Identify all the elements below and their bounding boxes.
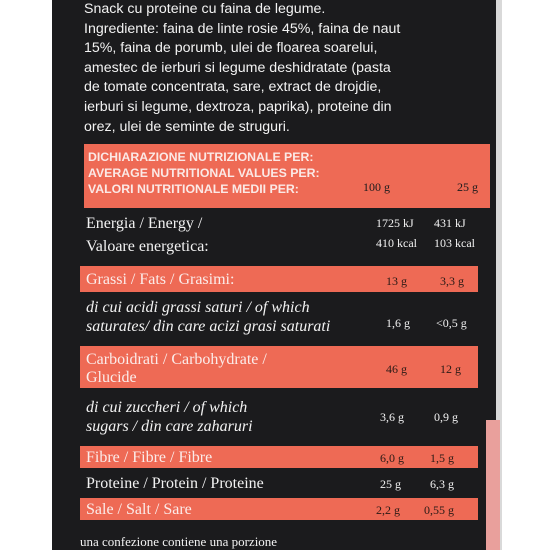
value-25g: <0,5 g xyxy=(436,316,467,330)
value-25g: 1,5 g xyxy=(430,451,454,465)
value-25g: 0,9 g xyxy=(434,410,458,424)
row-label: di cui zuccheri / of which xyxy=(86,399,248,416)
row-label-line2: Glucide xyxy=(86,369,137,386)
row-energy-kcal xyxy=(80,234,478,258)
row-label: Proteine / Protein / Proteine xyxy=(86,475,264,492)
row-salt xyxy=(80,498,478,520)
value-25g: 431 kJ xyxy=(434,216,466,230)
row-label: di cui acidi grassi saturi / of which xyxy=(86,299,310,316)
nutrition-header xyxy=(84,144,490,208)
row-label-line2: sugars / din care zaharuri xyxy=(86,418,253,435)
value-25g: 6,3 g xyxy=(430,477,454,491)
value-100g: 1,6 g xyxy=(386,316,410,330)
row-sugars xyxy=(80,396,478,438)
ingredients-text: Snack cu proteine cu faina de legume. Ingrediente: faina de linte rosie 45%, faina de naut 15%, faina de porumb, ulei de floarea soarelui, amestec de ierburi si legume deshidratate (pasta de tomate concentrata, sare, extract de drojdie, ierburi si legume, dextroza, paprika), proteine din orez, ulei de seminte de struguri. xyxy=(84,1,401,135)
package-stripe xyxy=(486,420,500,550)
value-100g: 25 g xyxy=(380,477,401,491)
row-label: Grassi / Fats / Grasimi: xyxy=(86,271,235,288)
value-100g: 1725 kJ xyxy=(376,216,414,230)
row-label: Fibre / Fibre / Fibre xyxy=(86,449,213,466)
row-label: Carboidrati / Carbohydrate / xyxy=(86,351,267,368)
header-line-en: AVERAGE NUTRITIONAL VALUES PER: xyxy=(88,166,320,180)
value-100g: 13 g xyxy=(386,274,407,288)
value-25g: 3,3 g xyxy=(440,274,464,288)
row-fats xyxy=(80,266,478,292)
row-label: Valoare energetica: xyxy=(86,238,209,255)
portion-note: una confezione contiene una porzione xyxy=(80,534,278,549)
header-col-25g: 25 g xyxy=(457,180,478,194)
row-label: Sale / Salt / Sare xyxy=(86,501,192,518)
value-25g: 0,55 g xyxy=(424,503,454,517)
row-energy-kj xyxy=(80,212,478,234)
row-carbohydrates xyxy=(80,346,478,388)
row-fibre xyxy=(80,446,478,468)
header-col-100g: 100 g xyxy=(363,180,390,194)
value-100g: 3,6 g xyxy=(380,410,404,424)
value-100g: 2,2 g xyxy=(376,503,400,517)
row-saturates xyxy=(80,298,478,338)
value-100g: 46 g xyxy=(386,362,407,376)
row-protein xyxy=(80,472,478,494)
row-label-line2: saturates/ din care acizi grasi saturati xyxy=(86,318,331,335)
value-100g: 410 kcal xyxy=(376,236,417,250)
row-label: Energia / Energy / xyxy=(86,215,203,232)
value-25g: 12 g xyxy=(440,362,461,376)
value-25g: 103 kcal xyxy=(434,236,475,250)
header-line-ro: VALORI NUTRITIONALE MEDII PER: xyxy=(88,182,299,196)
value-100g: 6,0 g xyxy=(380,451,404,465)
header-line-it: DICHIARAZIONE NUTRIZIONALE PER: xyxy=(88,150,314,164)
